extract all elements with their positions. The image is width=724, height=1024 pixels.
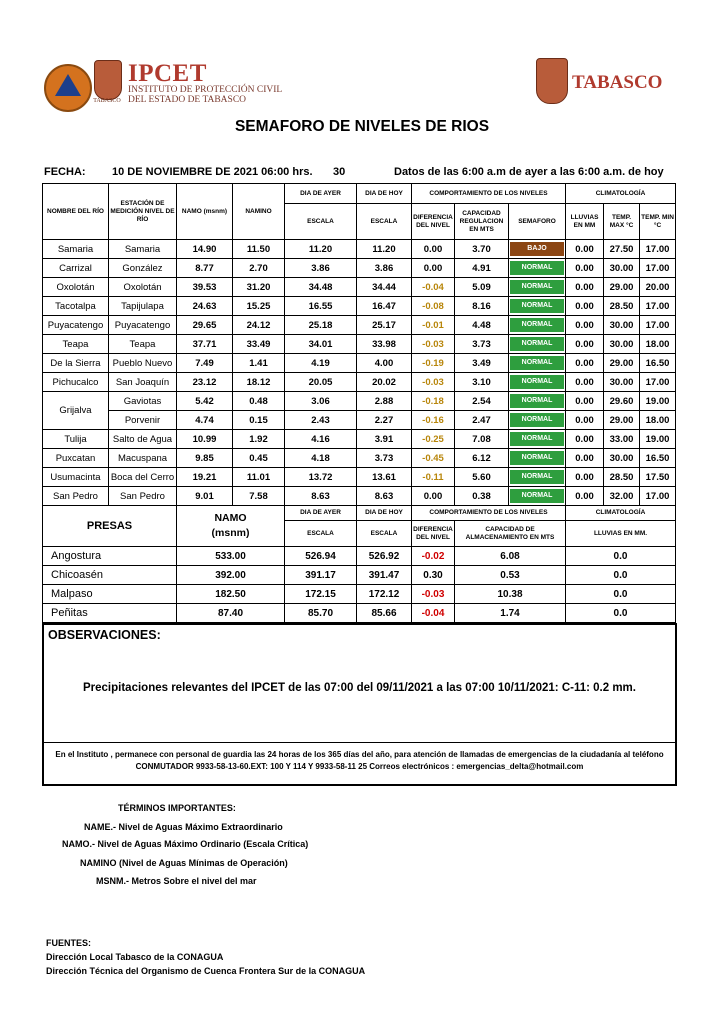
estacion-name: Pueblo Nuevo	[109, 354, 177, 373]
header-presas-climatologia: CLIMATOLOGÍA	[566, 506, 676, 521]
namino-value: 33.49	[233, 335, 285, 354]
estacion-name: Porvenir	[109, 411, 177, 430]
namino-value: 18.12	[233, 373, 285, 392]
escala-ayer-value: 4.18	[285, 449, 357, 468]
capacidad-value: 3.73	[455, 335, 509, 354]
namo-value: 37.71	[177, 335, 233, 354]
header-comportamiento: COMPORTAMIENTO DE LOS NIVELES	[412, 184, 566, 204]
semaforo-cell	[509, 392, 566, 411]
observaciones-box	[42, 623, 677, 786]
proteccion-civil-seal	[44, 64, 92, 112]
presa-escala-hoy-value: 172.12	[357, 585, 412, 604]
escala-hoy-value: 11.20	[357, 240, 412, 259]
rio-row	[43, 354, 676, 373]
semaforo-cell	[509, 487, 566, 506]
tmax-value: 30.00	[604, 335, 640, 354]
capacidad-value: 3.70	[455, 240, 509, 259]
namo-value: 19.21	[177, 468, 233, 487]
diferencia-value: 0.00	[412, 240, 455, 259]
termino-item: MSNM.- Metros Sobre el nivel del mar	[96, 876, 257, 886]
semaforo-badge: NORMAL	[510, 470, 564, 484]
namino-value: 24.12	[233, 316, 285, 335]
namino-value: 7.58	[233, 487, 285, 506]
namino-value: 0.15	[233, 411, 285, 430]
diferencia-value: -0.45	[412, 449, 455, 468]
header-presas: PRESAS	[43, 506, 177, 547]
namo-value: 23.12	[177, 373, 233, 392]
tmin-value: 20.00	[640, 278, 676, 297]
tmin-value: 16.50	[640, 449, 676, 468]
namino-value: 1.41	[233, 354, 285, 373]
tmin-value: 19.00	[640, 430, 676, 449]
tmin-value: 16.50	[640, 354, 676, 373]
escala-hoy-value: 4.00	[357, 354, 412, 373]
lluvia-value: 0.00	[566, 335, 604, 354]
diferencia-value: -0.03	[412, 335, 455, 354]
rio-row	[43, 316, 676, 335]
header-dia-hoy: DIA DE HOY	[357, 184, 412, 204]
escala-hoy-value: 2.88	[357, 392, 412, 411]
tmax-value: 29.00	[604, 411, 640, 430]
header-presas-comportamiento: COMPORTAMIENTO DE LOS NIVELES	[412, 506, 566, 521]
escala-hoy-value: 3.73	[357, 449, 412, 468]
header-namino: NAMINO	[233, 184, 285, 240]
header-tmin: TEMP. MIN °C	[640, 204, 676, 240]
diferencia-value: 0.00	[412, 487, 455, 506]
semaforo-cell	[509, 335, 566, 354]
tmin-value: 18.00	[640, 411, 676, 430]
ipcet-subtitle-1: INSTITUTO DE PROTECCIÓN CIVIL	[128, 85, 283, 95]
guardia-notice: En el Instituto , permanece con personal de guardia las 24 horas de los 365 días del año, para atención de llamadas de emergencias de la ciudadanía al teléfono	[55, 750, 664, 759]
termino-item: NAMINO (Nivel de Aguas Mínimas de Operación)	[80, 858, 288, 868]
namo-value: 10.99	[177, 430, 233, 449]
semaforo-badge: NORMAL	[510, 375, 564, 389]
rio-name: San Pedro	[43, 487, 109, 506]
capacidad-value: 4.91	[455, 259, 509, 278]
lluvia-value: 0.00	[566, 449, 604, 468]
presa-name: Peñitas	[43, 604, 177, 623]
tabasco-crest-logo-right	[536, 58, 568, 104]
escala-ayer-value: 2.43	[285, 411, 357, 430]
estacion-name: San Pedro	[109, 487, 177, 506]
escala-hoy-value: 34.44	[357, 278, 412, 297]
namo-value: 9.01	[177, 487, 233, 506]
observaciones-title: OBSERVACIONES:	[48, 628, 161, 642]
capacidad-value: 0.38	[455, 487, 509, 506]
escala-ayer-value: 34.01	[285, 335, 357, 354]
rio-name: Oxolotán	[43, 278, 109, 297]
namino-value: 0.45	[233, 449, 285, 468]
header-tmax: TEMP. MAX °C	[604, 204, 640, 240]
escala-ayer-value: 20.05	[285, 373, 357, 392]
ipcet-title: IPCET	[128, 60, 207, 87]
tmin-value: 19.00	[640, 392, 676, 411]
presa-namo-value: 533.00	[177, 547, 285, 566]
escala-hoy-value: 3.91	[357, 430, 412, 449]
semaforo-cell	[509, 373, 566, 392]
fecha-value: 10 DE NOVIEMBRE DE 2021 06:00 hrs.	[112, 166, 313, 178]
header-presas-capacidad: CAPACIDAD DE ALMACENAMIENTO EN MTS	[455, 521, 566, 547]
semaforo-badge: NORMAL	[510, 261, 564, 275]
header-presas-diferencia: DIFERENCIA DEL NIVEL	[412, 521, 455, 547]
presa-diferencia-value: -0.02	[412, 547, 455, 566]
rio-row	[43, 449, 676, 468]
tmax-value: 30.00	[604, 373, 640, 392]
capacidad-value: 4.48	[455, 316, 509, 335]
diferencia-value: -0.01	[412, 316, 455, 335]
tmax-value: 29.00	[604, 278, 640, 297]
rio-name: Grijalva	[43, 392, 109, 430]
rio-name: Puxcatan	[43, 449, 109, 468]
escala-ayer-value: 11.20	[285, 240, 357, 259]
diferencia-value: -0.04	[412, 278, 455, 297]
estacion-name: Teapa	[109, 335, 177, 354]
fecha-number: 30	[333, 166, 346, 178]
namo-value: 9.85	[177, 449, 233, 468]
contact-notice: CONMUTADOR 9933-58-13-60.EXT: 100 Y 114 Y 9933-58-11 25 Correos electrónicos : emergencias_delta@hotmail.com	[135, 762, 584, 771]
lluvia-value: 0.00	[566, 487, 604, 506]
presa-name: Malpaso	[43, 585, 177, 604]
lluvia-value: 0.00	[566, 297, 604, 316]
rio-name: De la Sierra	[43, 354, 109, 373]
escala-ayer-value: 3.06	[285, 392, 357, 411]
namino-value: 1.92	[233, 430, 285, 449]
escala-hoy-value: 3.86	[357, 259, 412, 278]
semaforo-badge: NORMAL	[510, 299, 564, 313]
semaforo-badge: NORMAL	[510, 451, 564, 465]
capacidad-value: 3.49	[455, 354, 509, 373]
fuente-item: Dirección Técnica del Organismo de Cuenca Frontera Sur de la CONAGUA	[46, 966, 366, 976]
diferencia-value: -0.19	[412, 354, 455, 373]
namino-value: 0.48	[233, 392, 285, 411]
semaforo-badge: NORMAL	[510, 489, 564, 503]
semaforo-badge: NORMAL	[510, 280, 564, 294]
fuente-item: Dirección Local Tabasco de la CONAGUA	[46, 952, 224, 962]
header-presas-dia-ayer: DIA DE AYER	[285, 506, 357, 521]
estacion-name: Oxolotán	[109, 278, 177, 297]
tabasco-title: TABASCO	[572, 72, 663, 93]
semaforo-cell	[509, 297, 566, 316]
lluvia-value: 0.00	[566, 259, 604, 278]
presas-table	[42, 505, 676, 623]
presa-namo-value: 392.00	[177, 566, 285, 585]
rio-row	[43, 297, 676, 316]
capacidad-value: 7.08	[455, 430, 509, 449]
semaforo-cell	[509, 316, 566, 335]
diferencia-value: 0.00	[412, 259, 455, 278]
header-presas-namo	[177, 506, 285, 547]
header-escala-ayer: ESCALA	[285, 204, 357, 240]
capacidad-value: 5.60	[455, 468, 509, 487]
escala-ayer-value: 13.72	[285, 468, 357, 487]
presa-row	[43, 585, 676, 604]
tmin-value: 17.00	[640, 316, 676, 335]
estacion-name: González	[109, 259, 177, 278]
presa-row	[43, 547, 676, 566]
semaforo-cell	[509, 468, 566, 487]
estacion-name: Gaviotas	[109, 392, 177, 411]
presa-capacidad-value: 6.08	[455, 547, 566, 566]
escala-hoy-value: 16.47	[357, 297, 412, 316]
rio-name: Tulija	[43, 430, 109, 449]
semaforo-cell	[509, 411, 566, 430]
rio-row	[43, 468, 676, 487]
semaforo-badge: NORMAL	[510, 318, 564, 332]
tmax-value: 29.60	[604, 392, 640, 411]
ipcet-subtitle-2: DEL ESTADO DE TABASCO	[128, 95, 247, 105]
header-presas-msnm: (msnm)	[211, 527, 250, 539]
diferencia-value: -0.08	[412, 297, 455, 316]
rio-row	[43, 335, 676, 354]
escala-ayer-value: 25.18	[285, 316, 357, 335]
rio-name: Usumacinta	[43, 468, 109, 487]
capacidad-value: 2.54	[455, 392, 509, 411]
rio-row	[43, 373, 676, 392]
presa-row	[43, 566, 676, 585]
termino-item: NAMO.- Nivel de Aguas Máximo Ordinario (Escala Crítica)	[62, 839, 309, 849]
semaforo-cell	[509, 354, 566, 373]
presa-lluvia-value: 0.0	[566, 585, 676, 604]
namo-value: 7.49	[177, 354, 233, 373]
escala-hoy-value: 33.98	[357, 335, 412, 354]
header-presas-namo-label: NAMO	[214, 512, 247, 524]
semaforo-badge: NORMAL	[510, 413, 564, 427]
diferencia-value: -0.25	[412, 430, 455, 449]
presa-lluvia-value: 0.0	[566, 566, 676, 585]
termino-item: NAME.- Nivel de Aguas Máximo Extraordinario	[84, 822, 283, 832]
diferencia-value: -0.16	[412, 411, 455, 430]
capacidad-value: 6.12	[455, 449, 509, 468]
estacion-name: Boca del Cerro	[109, 468, 177, 487]
semaforo-badge: BAJO	[510, 242, 564, 256]
capacidad-value: 3.10	[455, 373, 509, 392]
escala-hoy-value: 25.17	[357, 316, 412, 335]
estacion-name: Tapijulapa	[109, 297, 177, 316]
rio-row	[43, 392, 676, 411]
header-dia-ayer: DIA DE AYER	[285, 184, 357, 204]
semaforo-badge: NORMAL	[510, 394, 564, 408]
semaforo-badge: NORMAL	[510, 337, 564, 351]
estacion-name: Samaria	[109, 240, 177, 259]
lluvia-value: 0.00	[566, 354, 604, 373]
semaforo-cell	[509, 278, 566, 297]
tmin-value: 17.00	[640, 297, 676, 316]
presa-name: Chicoasén	[43, 566, 177, 585]
estacion-name: Macuspana	[109, 449, 177, 468]
fecha-label: FECHA:	[44, 166, 86, 178]
presa-row	[43, 604, 676, 623]
presa-escala-ayer-value: 172.15	[285, 585, 357, 604]
capacidad-value: 2.47	[455, 411, 509, 430]
escala-hoy-value: 13.61	[357, 468, 412, 487]
estacion-name: San Joaquín	[109, 373, 177, 392]
rio-name: Carrizal	[43, 259, 109, 278]
crest-label: TABASCO	[93, 98, 121, 104]
escala-ayer-value: 3.86	[285, 259, 357, 278]
tmin-value: 17.00	[640, 373, 676, 392]
escala-ayer-value: 4.16	[285, 430, 357, 449]
semaforo-cell	[509, 240, 566, 259]
presa-namo-value: 87.40	[177, 604, 285, 623]
tmax-value: 29.00	[604, 354, 640, 373]
namo-value: 5.42	[177, 392, 233, 411]
escala-hoy-value: 20.02	[357, 373, 412, 392]
tmax-value: 27.50	[604, 240, 640, 259]
estacion-name: Salto de Agua	[109, 430, 177, 449]
lluvia-value: 0.00	[566, 278, 604, 297]
presa-lluvia-value: 0.0	[566, 604, 676, 623]
presa-escala-hoy-value: 526.92	[357, 547, 412, 566]
capacidad-value: 5.09	[455, 278, 509, 297]
namo-value: 8.77	[177, 259, 233, 278]
header-presas-lluvias: LLUVIAS EN MM.	[566, 521, 676, 547]
tmax-value: 32.00	[604, 487, 640, 506]
header-semaforo: SEMAFORO	[509, 204, 566, 240]
presa-escala-ayer-value: 526.94	[285, 547, 357, 566]
presa-diferencia-value: -0.04	[412, 604, 455, 623]
rio-name: Tacotalpa	[43, 297, 109, 316]
tmax-value: 30.00	[604, 449, 640, 468]
rio-name: Pichucalco	[43, 373, 109, 392]
namino-value: 31.20	[233, 278, 285, 297]
lluvia-value: 0.00	[566, 240, 604, 259]
lluvia-value: 0.00	[566, 373, 604, 392]
rio-name: Samaria	[43, 240, 109, 259]
presa-capacidad-value: 1.74	[455, 604, 566, 623]
lluvia-value: 0.00	[566, 468, 604, 487]
lluvia-value: 0.00	[566, 430, 604, 449]
namo-value: 14.90	[177, 240, 233, 259]
semaforo-cell	[509, 259, 566, 278]
estacion-name: Puyacatengo	[109, 316, 177, 335]
presa-escala-ayer-value: 85.70	[285, 604, 357, 623]
header-presas-escala-ayer: ESCALA	[285, 521, 357, 547]
header-presas-dia-hoy: DIA DE HOY	[357, 506, 412, 521]
presa-capacidad-value: 10.38	[455, 585, 566, 604]
header-estacion: ESTACIÓN DE MEDICIÓN NIVEL DE RÍO	[109, 184, 177, 240]
rio-name: Puyacatengo	[43, 316, 109, 335]
terminos-title: TÉRMINOS IMPORTANTES:	[118, 803, 236, 813]
presa-name: Angostura	[43, 547, 177, 566]
rio-row	[43, 411, 676, 430]
rio-row	[43, 278, 676, 297]
presa-escala-ayer-value: 391.17	[285, 566, 357, 585]
escala-ayer-value: 8.63	[285, 487, 357, 506]
namo-value: 24.63	[177, 297, 233, 316]
fecha-datos: Datos de las 6:00 a.m de ayer a las 6:00 a.m. de hoy	[394, 166, 664, 178]
escala-hoy-value: 2.27	[357, 411, 412, 430]
header-rio: NOMBRE DEL RÍO	[43, 184, 109, 240]
tmax-value: 28.50	[604, 468, 640, 487]
rio-row	[43, 259, 676, 278]
presa-diferencia-value: -0.03	[412, 585, 455, 604]
namino-value: 11.01	[233, 468, 285, 487]
semaforo-cell	[509, 430, 566, 449]
presa-escala-hoy-value: 85.66	[357, 604, 412, 623]
rios-body	[43, 240, 676, 506]
header-capacidad: CAPACIDAD REGULACION EN MTS	[455, 204, 509, 240]
namo-value: 4.74	[177, 411, 233, 430]
lluvia-value: 0.00	[566, 316, 604, 335]
capacidad-value: 8.16	[455, 297, 509, 316]
presa-lluvia-value: 0.0	[566, 547, 676, 566]
tmin-value: 18.00	[640, 335, 676, 354]
tmax-value: 28.50	[604, 297, 640, 316]
rio-row	[43, 240, 676, 259]
tmin-value: 17.00	[640, 487, 676, 506]
observaciones-text: Precipitaciones relevantes del IPCET de las 07:00 del 09/11/2021 a las 07:00 10/11/2021: C-11: 0.2 mm.	[83, 682, 636, 694]
header-diferencia: DIFERENCIA DEL NIVEL	[412, 204, 455, 240]
escala-ayer-value: 34.48	[285, 278, 357, 297]
tmin-value: 17.00	[640, 259, 676, 278]
diferencia-value: -0.03	[412, 373, 455, 392]
lluvia-value: 0.00	[566, 411, 604, 430]
namino-value: 11.50	[233, 240, 285, 259]
header-lluvias: LLUVIAS EN MM	[566, 204, 604, 240]
presa-diferencia-value: 0.30	[412, 566, 455, 585]
namo-value: 39.53	[177, 278, 233, 297]
document-title: SEMAFORO DE NIVELES DE RIOS	[234, 118, 490, 135]
lluvia-value: 0.00	[566, 392, 604, 411]
tabasco-crest-logo	[94, 60, 122, 100]
fuentes-title: FUENTES:	[46, 938, 91, 948]
tmax-value: 30.00	[604, 259, 640, 278]
observaciones-divider	[44, 742, 675, 743]
escala-ayer-value: 4.19	[285, 354, 357, 373]
rio-name: Teapa	[43, 335, 109, 354]
semaforo-cell	[509, 449, 566, 468]
diferencia-value: -0.18	[412, 392, 455, 411]
header-namo: NAMO (msnm)	[177, 184, 233, 240]
presas-body	[43, 547, 676, 623]
rio-row	[43, 430, 676, 449]
escala-ayer-value: 16.55	[285, 297, 357, 316]
namino-value: 2.70	[233, 259, 285, 278]
presa-capacidad-value: 0.53	[455, 566, 566, 585]
namo-value: 29.65	[177, 316, 233, 335]
header-climatologia: CLIMATOLOGÍA	[566, 184, 676, 204]
header-escala-hoy: ESCALA	[357, 204, 412, 240]
rio-row	[43, 487, 676, 506]
presa-escala-hoy-value: 391.47	[357, 566, 412, 585]
tmax-value: 33.00	[604, 430, 640, 449]
escala-hoy-value: 8.63	[357, 487, 412, 506]
header-presas-escala-hoy: ESCALA	[357, 521, 412, 547]
presa-namo-value: 182.50	[177, 585, 285, 604]
rios-table	[42, 183, 676, 506]
diferencia-value: -0.11	[412, 468, 455, 487]
tmin-value: 17.50	[640, 468, 676, 487]
tmin-value: 17.00	[640, 240, 676, 259]
semaforo-badge: NORMAL	[510, 432, 564, 446]
semaforo-badge: NORMAL	[510, 356, 564, 370]
namino-value: 15.25	[233, 297, 285, 316]
tmax-value: 30.00	[604, 316, 640, 335]
